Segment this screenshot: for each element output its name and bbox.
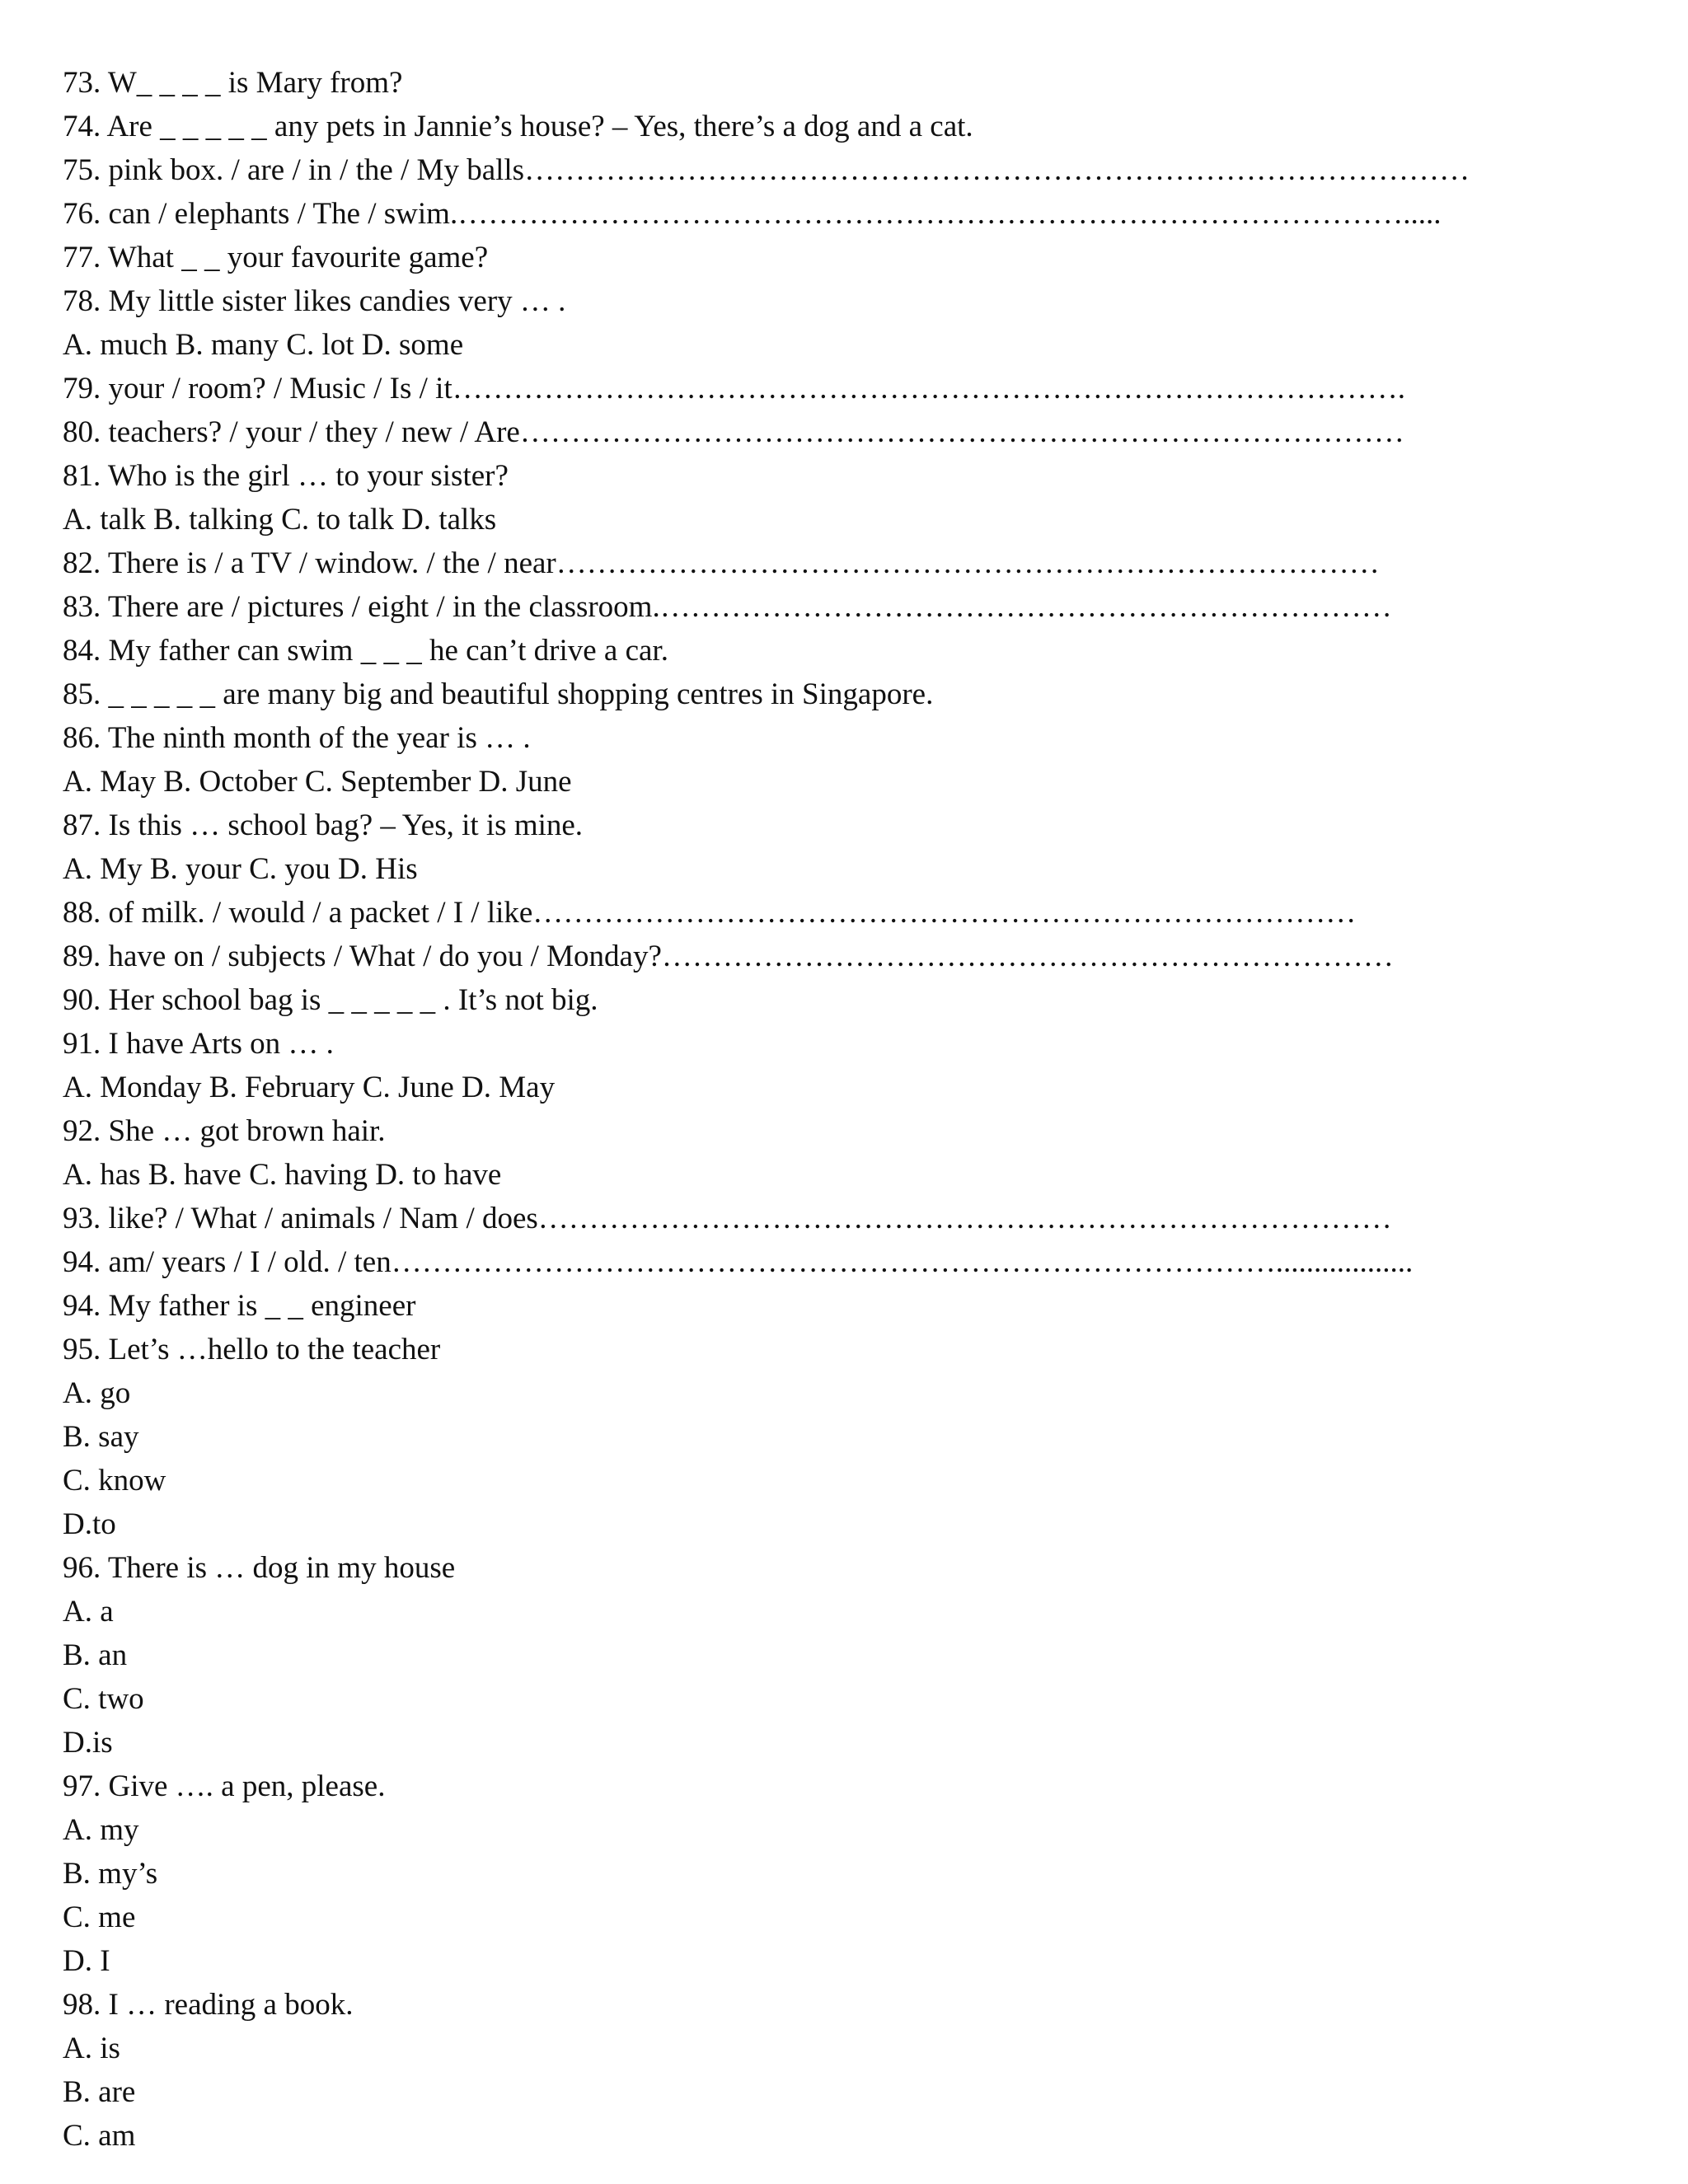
text-line: 75. pink box. / are / in / the / My balls………………………………………………………………………………… <box>63 153 1470 187</box>
text-line: 77. What _ _ your favourite game? <box>63 241 489 274</box>
text-line: C. know <box>63 1464 166 1497</box>
text-line: 88. of milk. / would / a packet / I / like……………………………………………………………………… <box>63 896 1357 930</box>
text-line: 79. your / room? / Music / Is / it…………………………………………………………………………………. <box>63 372 1405 405</box>
text-line: C. am <box>63 2119 136 2153</box>
text-line: A. is <box>63 2032 120 2065</box>
text-line: 86. The ninth month of the year is … . <box>63 721 531 755</box>
text-line: A. May B. October C. September D. June <box>63 765 572 799</box>
text-line: 83. There are / pictures / eight / in the classroom.……………………………………………………………… <box>63 590 1392 624</box>
text-line: 87. Is this … school bag? – Yes, it is mine. <box>63 808 584 842</box>
text-line: 93. like? / What / animals / Nam / does………………………………………………………………………… <box>63 1202 1392 1235</box>
text-line: A. my <box>63 1813 139 1847</box>
text-line: D.to <box>63 1507 116 1541</box>
text-line: 81. Who is the girl … to your sister? <box>63 459 509 493</box>
text-line: 89. have on / subjects / What / do you / Monday?……………………………………………………………… <box>63 940 1394 973</box>
text-line: 94. My father is _ _ engineer <box>63 1289 416 1323</box>
exercise-list <box>63 61 1629 2158</box>
text-line: 74. Are _ _ _ _ _ any pets in Jannie’s house? – Yes, there’s a dog and a cat. <box>63 110 973 143</box>
text-line: A. a <box>63 1595 114 1629</box>
text-line: B. my’s <box>63 1857 158 1891</box>
text-line: 95. Let’s …hello to the teacher <box>63 1333 441 1366</box>
text-line: 90. Her school bag is _ _ _ _ _ . It’s not big. <box>63 983 598 1017</box>
text-line: A. much B. many C. lot D. some <box>63 328 464 362</box>
text-line: 76. can / elephants / The / swim.…………………………………………………………………………………..... <box>63 197 1442 231</box>
text-line: A. go <box>63 1376 131 1410</box>
text-line: 80. teachers? / your / they / new / Are…………………………………………………………………………… <box>63 415 1404 449</box>
text-line: D. I <box>63 1944 110 1978</box>
text-line: 85. _ _ _ _ _ are many big and beautiful shopping centres in Singapore. <box>63 677 934 711</box>
text-line: A. My B. your C. you D. His <box>63 852 418 886</box>
text-line: 97. Give …. a pen, please. <box>63 1769 386 1803</box>
text-line: B. are <box>63 2075 136 2109</box>
text-line: B. an <box>63 1638 128 1672</box>
text-line: 96. There is … dog in my house <box>63 1551 456 1585</box>
text-line: 78. My little sister likes candies very … . <box>63 284 566 318</box>
text-line: A. talk B. talking C. to talk D. talks <box>63 503 497 537</box>
text-line: D.is <box>63 1726 113 1760</box>
text-line: A. Monday B. February C. June D. May <box>63 1071 556 1104</box>
text-line: C. two <box>63 1682 144 1716</box>
text-line: 84. My father can swim _ _ _ he can’t drive a car. <box>63 634 668 668</box>
text-line: A. has B. have C. having D. to have <box>63 1158 502 1192</box>
text-line: 92. She … got brown hair. <box>63 1114 386 1148</box>
text-line: 94. am/ years / I / old. / ten…………………………………………………………………………….................. <box>63 1245 1414 1279</box>
text-line: C. me <box>63 1900 136 1934</box>
text-line: 98. I … reading a book. <box>63 1988 354 2022</box>
text-line: B. say <box>63 1420 139 1454</box>
text-line: 82. There is / a TV / window. / the / near……………………………………………………………………… <box>63 546 1380 580</box>
text-line: 91. I have Arts on … . <box>63 1027 334 1061</box>
text-line: 73. W_ _ _ _ is Mary from? <box>63 66 403 100</box>
